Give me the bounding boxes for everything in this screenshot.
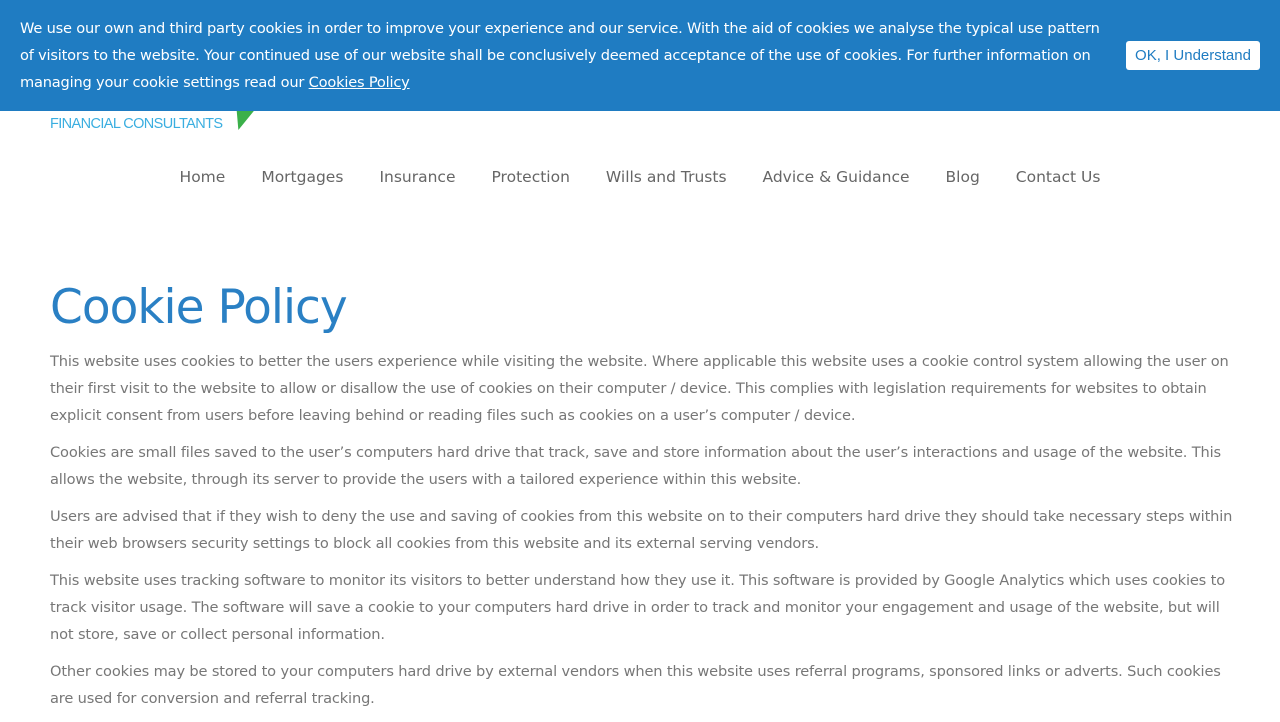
nav-wills-and-trusts[interactable]: Wills and Trusts: [605, 168, 727, 186]
paragraph: Users are advised that if they wish to deny the use and saving of cookies from this website on to their computers hard drive they should take necessary steps within their web browsers security settings to block all cookies from this website and its external serving vendors.: [50, 508, 1233, 552]
paragraph: Cookies are small files saved to the user’s computers hard drive that track, save and store information about the user’s interactions and usage of the website. This allows the website, through its server to provide the users with a tailored experience within this website.: [50, 444, 1222, 488]
nav-home[interactable]: Home: [179, 168, 226, 186]
page-content: [50, 348, 1235, 722]
paragraph: This website uses tracking software to monitor its visitors to better understand how they use it. This software is provided by Google Analytics which uses cookies to track visitor usage. The software will save a cookie to your computers hard drive in order to track and monitor your engagement and usage of the website, but will not store, save or collect personal information.: [50, 572, 1225, 643]
logo-mark-icon: [229, 110, 254, 130]
page-title: Cookie Policy: [50, 280, 347, 335]
paragraph: This website uses cookies to better the users experience while visiting the website. Where applicable this website uses a cookie control system allowing the user on their first visit to the website to allow or disallow the use of cookies on their computer / device. This complies with legislation requirements for websites to obtain explicit consent from users before leaving behind or reading files such as cookies on a user’s computer / device.: [50, 353, 1229, 424]
cookie-banner: [0, 0, 1280, 111]
cookie-message: We use our own and third party cookies in order to improve your experience and our service. With the aid of cookies we analyse the typical use pattern of visitors to the website. Your continued use of our website shall be conclusively deemed acceptance of the use of cookies. For further information on managing your cookie settings read our: [20, 20, 1100, 91]
accept-cookies-button[interactable]: OK, I Understand: [1126, 41, 1260, 70]
nav-protection[interactable]: Protection: [491, 168, 570, 186]
cookie-banner-text: [20, 15, 1110, 96]
main-nav: [0, 168, 1280, 186]
nav-mortgages[interactable]: Mortgages: [261, 168, 344, 186]
nav-blog[interactable]: Blog: [945, 168, 980, 186]
nav-insurance[interactable]: Insurance: [379, 168, 456, 186]
nav-contact-us[interactable]: Contact Us: [1015, 168, 1101, 186]
cookies-policy-link[interactable]: Cookies Policy: [308, 74, 410, 91]
logo-subtitle: FINANCIAL CONSULTANTS: [50, 116, 223, 132]
paragraph: Other cookies may be stored to your computers hard drive by external vendors when this website uses referral programs, sponsored links or adverts. Such cookies are used for conversion and referral tracking.: [50, 663, 1221, 707]
nav-advice-guidance[interactable]: Advice & Guidance: [762, 168, 910, 186]
